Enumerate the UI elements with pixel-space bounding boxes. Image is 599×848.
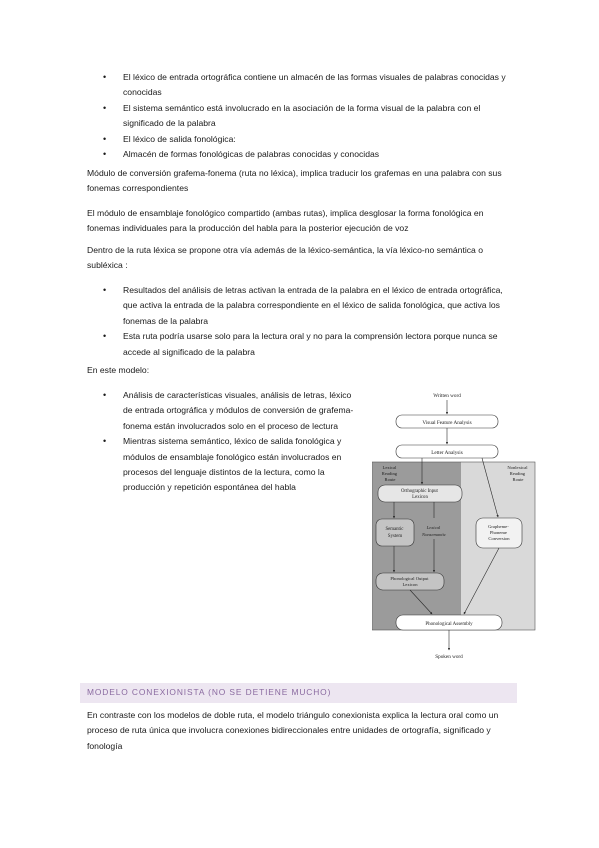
list-item: • El léxico de salida fonológica: <box>87 132 511 147</box>
visual-feature-analysis-label: Visual Feature Analysis <box>422 420 472 426</box>
section-title: MODELO CONEXIONISTA (NO SE DETIENE MUCHO) <box>87 687 332 697</box>
paragraph-phonological-assembly: El módulo de ensamblaje fonológico compartido (ambas rutas), implica desglosar la forma fonológica en fonemas individuales para la producción del habla para la posterior ejecución de voz <box>87 208 484 234</box>
paragraph-in-this-model: En este modelo: <box>87 365 150 375</box>
semantic-system-label: Semantic System <box>385 527 404 539</box>
semantic-system-box <box>376 519 414 546</box>
paragraph-lexical-route: Dentro de la ruta léxica se propone otra vía además de la léxico-semántica, la vía léxico-no semántica o subléxica : <box>87 245 483 271</box>
list-item: • El sistema semántico está involucrado en la asociación de la forma visual de la palabra con el significado de la palabra <box>87 101 511 132</box>
phonological-assembly-label: Phonological Assembly <box>425 622 473 627</box>
list-item: • Almacén de formas fonológicas de palabras conocidas y conocidas <box>87 147 511 162</box>
grapheme-phoneme-label: Grapheme- Phoneme Conversion <box>488 524 510 541</box>
phonological-output-lexicon-label: Phonological Output Lexicon <box>390 576 429 587</box>
bullet-list-lexicon <box>87 70 511 162</box>
spoken-word-label: Spoken word <box>435 654 463 660</box>
list-item: • Mientras sistema semántico, léxico de salida fonológica y módulos de ensamblaje fonológico están involucrados en procesos del lenguaje distintos de la lectura, como la producción y repetición espontánea del habla <box>87 434 363 496</box>
section-header-bar <box>80 683 517 703</box>
lexical-nonsemantic-label: Lexical Nonsemantic <box>422 525 446 537</box>
letter-analysis-label: Letter Analysis <box>431 450 463 456</box>
list-item: • El léxico de entrada ortográfica contiene un almacén de las formas visuales de palabras conocidas y conocidas <box>87 70 511 101</box>
paragraph-grapheme-phoneme: Módulo de conversión grafema-fonema (ruta no léxica), implica traducir los grafemas en una palabra con sus fonemas correspondientes <box>87 168 502 194</box>
list-item: • Resultados del análisis de letras activan la entrada de la palabra en el léxico de entrada ortográfica, que activa la entrada de la palabra correspondiente en el léxico de salida fonológica, que activa los fonemas de la palabra <box>87 283 511 329</box>
bullet-list-model <box>87 388 363 496</box>
bullet-list-sublexical <box>87 283 511 360</box>
list-item: • Análisis de características visuales, análisis de letras, léxico de entrada ortográfica y módulos de conversión de grafema-fonema están involucrados solo en el proceso de lectura <box>87 388 363 434</box>
list-item: • Esta ruta podría usarse solo para la lectura oral y no para la comprensión lectora porque nunca se accede al significado de la palabra <box>87 329 511 360</box>
orthographic-input-lexicon-label: Orthographic Input Lexicon <box>400 489 438 500</box>
lexical-route-label: Lexical Reading Route <box>381 465 398 482</box>
nonlexical-route-label: Nonlexical Reading Route <box>507 465 528 482</box>
written-word-label: Written word <box>433 393 461 399</box>
dual-route-diagram <box>372 388 536 664</box>
paragraph-connectionist: En contraste con los modelos de doble ruta, el modelo triángulo conexionista explica la lectura oral como un proceso de ruta única que involucra conexiones bidireccionales entre unidades de ortografía, significado y fonología <box>87 710 499 751</box>
